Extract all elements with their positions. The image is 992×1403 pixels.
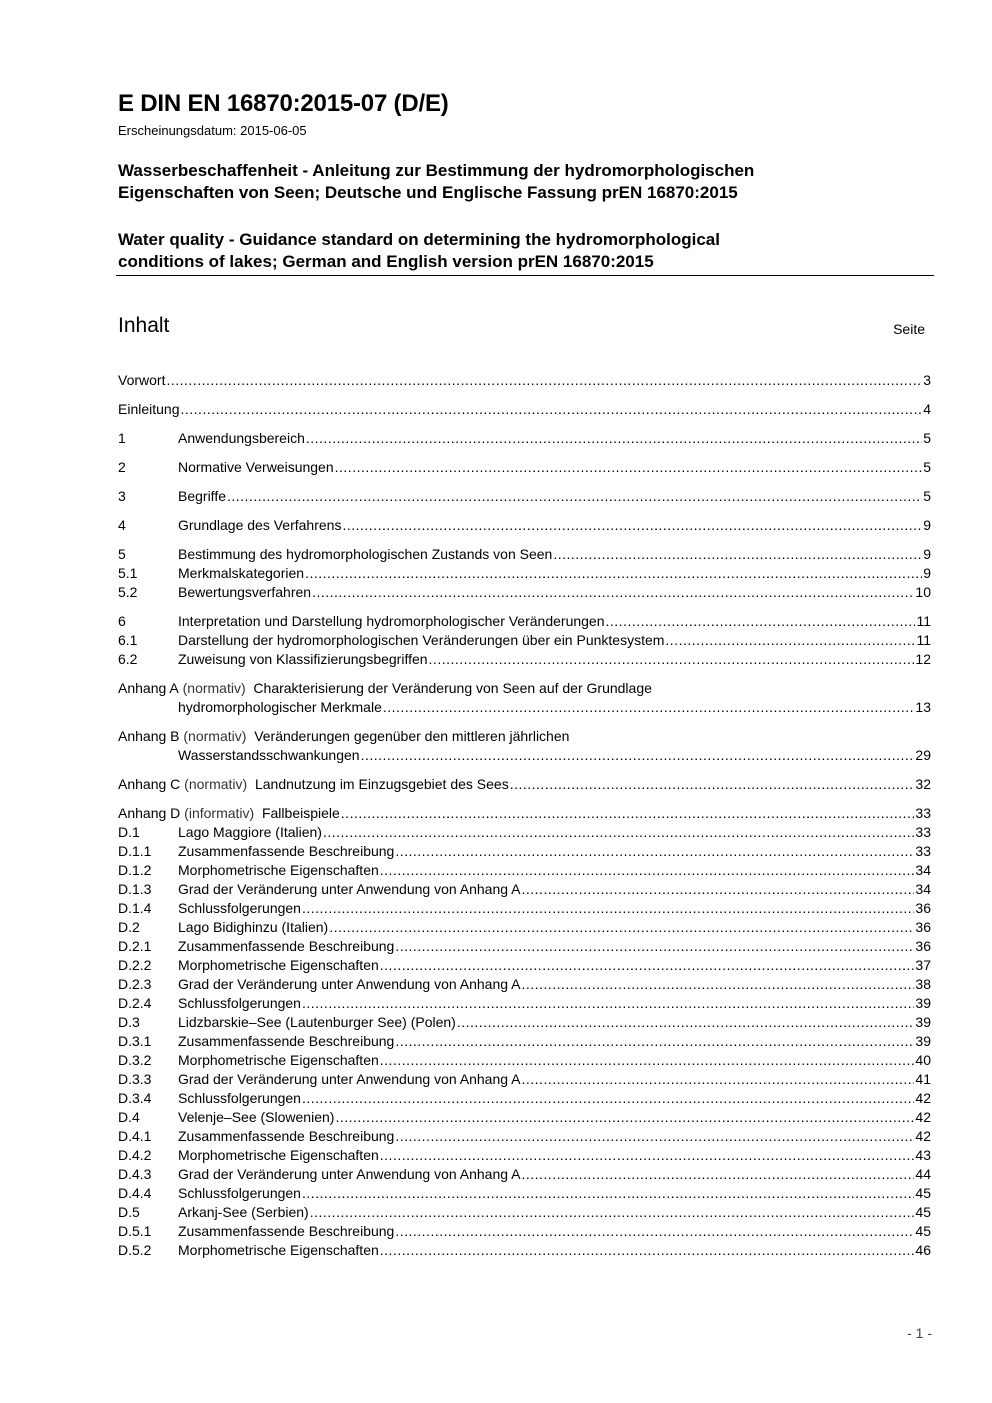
toc-entry-page: 40 [915,1052,931,1068]
toc-entry-title: Grundlage des Verfahrens [178,517,342,533]
header-divider [116,275,934,276]
title-english [118,229,720,273]
toc-page-heading: Seite [893,321,925,337]
publication-date: Erscheinungsdatum: 2015-06-05 [118,123,307,138]
toc-annex-label: Anhang A [118,680,179,696]
toc-entry-number: D.1.2 [118,862,152,878]
toc-entry-page: 36 [915,919,931,935]
toc-leader-dots [395,1127,914,1146]
toc-entry-number: D.5 [118,1204,140,1220]
toc-entry-number: 6 [118,613,126,629]
toc-entry[interactable] [118,516,931,535]
toc-entry-title: Morphometrische Eigenschaften [178,1147,379,1163]
toc-entry-page: 33 [915,824,931,840]
toc-leader-dots [181,400,923,419]
toc-entry-number: D.4.1 [118,1128,152,1144]
toc-entry-number: D.5.2 [118,1242,152,1258]
toc-leader-dots [329,918,914,937]
toc-leader-dots [522,975,915,994]
toc-entry-title: Zusammenfassende Beschreibung [178,1128,395,1144]
toc-entry-number: D.3.3 [118,1071,152,1087]
toc-annex-title: Landnutzung im Einzugsgebiet des Sees [254,776,509,792]
title-german [118,160,754,204]
toc-entry-title: Schlussfolgerungen [178,1185,301,1201]
toc-entry[interactable] [118,918,931,937]
toc-entry[interactable] [118,631,931,650]
toc-leader-dots [302,1184,914,1203]
toc-entry-page: 43 [915,1147,931,1163]
toc-entry[interactable] [118,842,931,861]
toc-annex-label: Anhang B [118,728,180,744]
toc-leader-dots [553,545,922,564]
title-german-line: Eigenschaften von Seen; Deutsche und Englische Fassung prEN 16870:2015 [118,183,738,202]
toc-entry-title: Vorwort [118,372,166,388]
toc-leader-dots [395,842,914,861]
toc-entry-page: 33 [915,805,931,821]
toc-entry-page: 39 [915,995,931,1011]
toc-entry-title: Lago Bidighinzu (Italien) [178,919,329,935]
toc-entry[interactable] [118,612,931,631]
toc-entry[interactable] [118,1032,931,1051]
toc-entry-number: 6.2 [118,651,138,667]
toc-leader-dots [380,1051,915,1070]
toc-entry[interactable] [118,823,931,842]
toc-entry-number: D.2.1 [118,938,152,954]
toc-entry-title: Zusammenfassende Beschreibung [178,1033,395,1049]
toc-annex-entry[interactable] [118,775,931,794]
toc-entry[interactable] [118,545,931,564]
toc-leader-dots [395,1032,914,1051]
toc-annex-title-cont: Wasserstandsschwankungen [178,747,360,763]
toc-annex-kind: (normativ) [184,776,248,792]
toc-entry[interactable] [118,1222,931,1241]
toc-entry-page: 13 [915,699,931,715]
toc-entry-title: Morphometrische Eigenschaften [178,957,379,973]
toc-entry-page: 42 [915,1128,931,1144]
toc-entry-number: D.3.2 [118,1052,152,1068]
toc-leader-dots [310,1203,915,1222]
toc-entry-title: Interpretation und Darstellung hydromorphologischer Veränderungen [178,613,605,629]
toc-entry-page: 9 [923,565,931,581]
toc-entry-title: Normative Verweisungen [178,459,334,475]
toc-entry-number: 3 [118,488,126,504]
toc-entry-title: Grad der Veränderung unter Anwendung von Anhang A [178,881,521,897]
toc-leader-dots [380,861,915,880]
toc-leader-dots [522,880,915,899]
toc-entry-page: 5 [923,488,931,504]
toc-leader-dots [302,994,914,1013]
toc-entry-page: 5 [923,430,931,446]
toc-entry-number: D.3.4 [118,1090,152,1106]
toc-annex-title: Veränderungen gegenüber den mittleren jährlichen [254,728,570,744]
toc-leader-dots [361,746,915,765]
toc-leader-dots [335,458,923,477]
toc-entry[interactable] [118,371,931,390]
toc-leader-dots [305,564,922,583]
toc-entry[interactable] [118,1051,931,1070]
toc-entry-number: D.5.1 [118,1223,152,1239]
toc-entry-page: 9 [923,517,931,533]
toc-annex-title: Fallbeispiele [261,805,340,821]
toc-entry[interactable] [118,564,931,583]
toc-entry-number: 5.2 [118,584,138,600]
toc-entry-page: 10 [915,584,931,600]
toc-entry-number: D.3.1 [118,1033,152,1049]
toc-leader-dots [395,1222,914,1241]
toc-entry-number: D.4.3 [118,1166,152,1182]
toc-leader-dots [302,1089,914,1108]
toc-entry-title: Morphometrische Eigenschaften [178,1242,379,1258]
toc-entry-number: 1 [118,430,126,446]
toc-entry-title: Lago Maggiore (Italien) [178,824,322,840]
toc-entry-page: 3 [923,372,931,388]
toc-entry[interactable] [118,400,931,419]
toc-entry[interactable] [118,975,931,994]
toc-entry-title: Lidzbarskie–See (Lautenburger See) (Polen) [178,1014,456,1030]
toc-entry-number: D.2.2 [118,957,152,973]
toc-annex-kind: (normativ) [183,728,247,744]
toc-annex-kind: (informativ) [184,805,255,821]
toc-entry-title: Bewertungsverfahren [178,584,312,600]
toc-entry[interactable] [118,1184,931,1203]
toc-entry-page: 45 [915,1204,931,1220]
toc-entry-number: D.1.1 [118,843,152,859]
document-id: E DIN EN 16870:2015-07 (D/E) [118,90,449,117]
toc-entry-number: D.3 [118,1014,140,1030]
toc-entry[interactable] [118,458,931,477]
toc-entry-number: D.4.4 [118,1185,152,1201]
toc-entry[interactable] [118,937,931,956]
toc-entry[interactable] [118,1070,931,1089]
toc-leader-dots [306,429,922,448]
toc-entry-title: Morphometrische Eigenschaften [178,1052,379,1068]
toc-entry[interactable] [118,487,931,506]
toc-entry-page: 38 [915,976,931,992]
toc-entry-page: 39 [915,1033,931,1049]
title-english-line: conditions of lakes; German and English version prEN 16870:2015 [118,252,654,271]
toc-entry-number: D.2.3 [118,976,152,992]
toc-entry-page: 36 [915,900,931,916]
toc-entry[interactable] [118,994,931,1013]
toc-entry[interactable] [118,1013,931,1032]
toc-annex-label: Anhang D [118,805,181,821]
toc-entry-number: D.2 [118,919,140,935]
toc-heading: Inhalt [118,314,170,337]
toc-entry-number: 6.1 [118,632,138,648]
toc-entry-page: 45 [915,1185,931,1201]
toc-annex-kind: (normativ) [182,680,246,696]
toc-entry-title: Grad der Veränderung unter Anwendung von Anhang A [178,1071,521,1087]
toc-entry-title: Merkmalskategorien [178,565,305,581]
toc-annex-title: Charakterisierung der Veränderung von Seen auf der Grundlage [253,680,652,696]
toc-entry-number: 4 [118,517,126,533]
toc-entry-page: 39 [915,1014,931,1030]
toc-entry[interactable] [118,1127,931,1146]
toc-entry[interactable] [118,583,931,602]
toc-entry-title: Zusammenfassende Beschreibung [178,843,395,859]
title-german-line: Wasserbeschaffenheit - Anleitung zur Bestimmung der hydromorphologischen [118,161,755,180]
toc-leader-dots [665,631,915,650]
toc-entry-page: 33 [915,843,931,859]
toc-entry-page: 32 [915,776,931,792]
toc-annex-entry[interactable] [118,804,931,823]
toc-entry-number: D.1.3 [118,881,152,897]
toc-entry-page: 29 [915,747,931,763]
toc-entry-page: 11 [916,613,931,629]
toc-entry-number: 2 [118,459,126,475]
page-number: - 1 - [907,1325,932,1341]
toc-entry-title: Zusammenfassende Beschreibung [178,938,395,954]
toc-entry[interactable] [118,1241,931,1260]
toc-entry[interactable] [118,1146,931,1165]
toc-leader-dots [342,516,922,535]
toc-annex-entry[interactable] [118,727,931,765]
toc-entry-title: Zusammenfassende Beschreibung [178,1223,395,1239]
toc-leader-dots [166,371,922,390]
toc-entry-page: 41 [915,1071,931,1087]
toc-entry[interactable] [118,650,931,669]
toc-entry[interactable] [118,880,931,899]
toc-entry-title: Bestimmung des hydromorphologischen Zustands von Seen [178,546,553,562]
toc-entry[interactable] [118,1165,931,1184]
toc-entry-page: 46 [915,1242,931,1258]
toc-leader-dots [606,612,916,631]
toc-entry-title: Arkanj-See (Serbien) [178,1204,309,1220]
toc-entry-title: Grad der Veränderung unter Anwendung von Anhang A [178,1166,521,1182]
toc-entry-page: 12 [915,651,931,667]
toc-entry-page: 44 [915,1166,931,1182]
toc-leader-dots [429,650,915,669]
toc-leader-dots [383,698,915,717]
toc-entry-title: Velenje–See (Slowenien) [178,1109,335,1125]
toc-entry-page: 9 [923,546,931,562]
toc-leader-dots [335,1108,914,1127]
toc-leader-dots [380,1241,915,1260]
toc-leader-dots [522,1070,915,1089]
toc-entry-page: 11 [916,632,931,648]
toc-entry-number: D.1.4 [118,900,152,916]
toc-annex-entry[interactable] [118,679,931,717]
toc-entry-number: D.4 [118,1109,140,1125]
toc-leader-dots [302,899,914,918]
toc-entry[interactable] [118,861,931,880]
toc-leader-dots [522,1165,915,1184]
toc-leader-dots [227,487,922,506]
toc-entry-number: 5.1 [118,565,138,581]
toc-leader-dots [380,956,915,975]
toc-entry[interactable] [118,899,931,918]
toc-entry[interactable] [118,1089,931,1108]
toc-entry-title: Schlussfolgerungen [178,1090,301,1106]
toc-entry-number: D.4.2 [118,1147,152,1163]
toc-leader-dots [457,1013,915,1032]
toc-entry-title: Schlussfolgerungen [178,900,301,916]
toc-entry-page: 34 [915,881,931,897]
toc-entry-title: Schlussfolgerungen [178,995,301,1011]
toc-entry-title: Darstellung der hydromorphologischen Veränderungen über ein Punktesystem [178,632,665,648]
toc-annex-label: Anhang C [118,776,181,792]
toc-entry-number: 5 [118,546,126,562]
toc-entry-page: 34 [915,862,931,878]
toc-entry-title: Zuweisung von Klassifizierungsbegriffen [178,651,428,667]
toc-entry[interactable] [118,956,931,975]
toc-leader-dots [510,775,915,794]
toc-entry-page: 42 [915,1090,931,1106]
toc-leader-dots [323,823,914,842]
toc-annex-title-cont: hydromorphologischer Merkmale [178,699,382,715]
toc-entry[interactable] [118,429,931,448]
toc-entry-page: 42 [915,1109,931,1125]
toc-entry[interactable] [118,1203,931,1222]
toc-leader-dots [312,583,914,602]
toc-leader-dots [395,937,914,956]
toc-entry-page: 37 [915,957,931,973]
toc-entry-number: D.2.4 [118,995,152,1011]
toc-entry-title: Grad der Veränderung unter Anwendung von Anhang A [178,976,521,992]
toc-leader-dots [341,804,915,823]
toc-entry-page: 36 [915,938,931,954]
title-english-line: Water quality - Guidance standard on determining the hydromorphological [118,230,720,249]
toc-entry[interactable] [118,1108,931,1127]
table-of-contents [118,371,931,1260]
toc-leader-dots [380,1146,915,1165]
toc-entry-title: Einleitung [118,401,180,417]
toc-entry-page: 4 [923,401,931,417]
toc-entry-page: 5 [923,459,931,475]
toc-entry-title: Anwendungsbereich [178,430,305,446]
toc-entry-page: 45 [915,1223,931,1239]
toc-entry-title: Morphometrische Eigenschaften [178,862,379,878]
toc-entry-number: D.1 [118,824,140,840]
toc-entry-title: Begriffe [178,488,226,504]
